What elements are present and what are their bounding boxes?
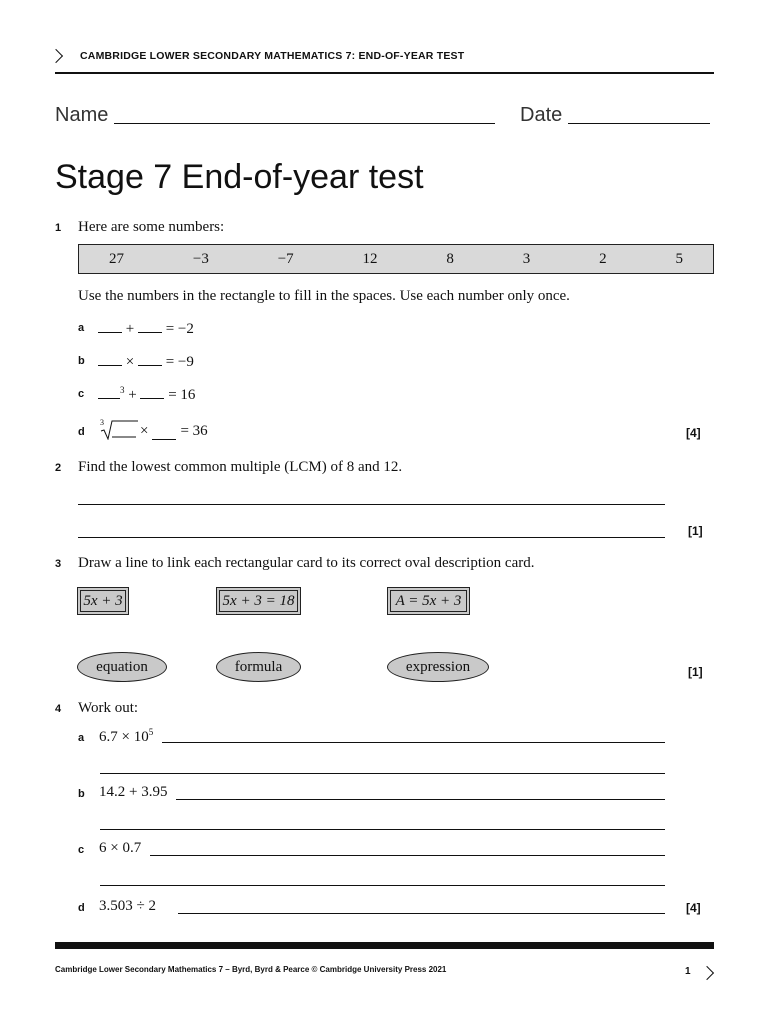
number-box <box>78 244 714 274</box>
q3-prompt: Draw a line to link each rectangular card to its correct oval description card. <box>78 555 535 571</box>
answer-line[interactable] <box>178 913 665 914</box>
q1d-expression <box>98 420 208 440</box>
q2-marks: [1] <box>688 524 703 538</box>
root-index: 3 <box>100 418 104 427</box>
footer-credit: Cambridge Lower Secondary Mathematics 7 – Byrd, Byrd & Pearce © Cambridge University Press 2021 <box>55 965 447 974</box>
q4b-label: b <box>78 788 85 800</box>
result: = −9 <box>165 354 194 370</box>
q4-marks: [4] <box>686 901 701 915</box>
result: = −2 <box>165 321 194 337</box>
number-item: 5 <box>675 250 683 267</box>
header-title: CAMBRIDGE LOWER SECONDARY MATHEMATICS 7: END-OF-YEAR TEST <box>80 50 465 62</box>
chevron-right-icon[interactable] <box>700 966 714 980</box>
number-item: 27 <box>109 250 124 267</box>
operator: × <box>140 423 149 439</box>
q4-prompt: Work out: <box>78 700 139 716</box>
exponent: 3 <box>120 385 125 395</box>
answer-blank[interactable] <box>138 318 162 333</box>
number-item: 2 <box>599 250 607 267</box>
result: = 16 <box>168 387 196 403</box>
q1-marks: [4] <box>686 426 701 440</box>
oval-text: expression <box>405 658 471 675</box>
answer-blank[interactable] <box>98 351 122 366</box>
date-label: Date <box>520 104 563 126</box>
number-item: 8 <box>446 250 454 267</box>
number-item: −3 <box>192 250 209 267</box>
exponent: 5 <box>148 727 154 737</box>
oval-text: formula <box>234 658 283 675</box>
q4d-expression: 3.503 ÷ 2 <box>99 898 156 914</box>
name-field[interactable] <box>114 123 495 124</box>
equation-card[interactable] <box>216 587 301 615</box>
oval-equation[interactable] <box>77 652 167 682</box>
answer-line[interactable] <box>100 773 665 774</box>
q1a-expression <box>98 318 194 338</box>
answer-blank[interactable] <box>140 384 164 399</box>
answer-blank[interactable] <box>152 425 176 440</box>
q1d-label: d <box>78 426 85 438</box>
q3-marks: [1] <box>688 665 703 679</box>
page-number: 1 <box>685 966 691 977</box>
answer-line[interactable] <box>150 855 665 856</box>
q1-instruction: Use the numbers in the rectangle to fill in the spaces. Use each number only once. <box>78 288 570 304</box>
square-root-icon <box>98 420 138 440</box>
q4d-label: d <box>78 902 85 914</box>
number-item: −7 <box>277 250 294 267</box>
oval-formula[interactable] <box>216 652 301 682</box>
chevron-right-icon <box>49 49 63 63</box>
q1-prompt: Here are some numbers: <box>78 219 225 235</box>
footer-rule <box>55 942 714 949</box>
answer-line[interactable] <box>78 537 665 538</box>
q2-prompt: Find the lowest common multiple (LCM) of 8 and 12. <box>78 459 403 475</box>
answer-line[interactable] <box>100 829 665 830</box>
operator: × <box>125 354 135 370</box>
operator: + <box>125 321 135 337</box>
answer-line[interactable] <box>100 885 665 886</box>
card-text: 5x + 3 = 18 <box>222 592 295 609</box>
q4a-expression <box>99 727 153 746</box>
q2-number: 2 <box>55 462 62 474</box>
answer-line[interactable] <box>78 504 665 505</box>
q4a-label: a <box>78 732 85 744</box>
answer-blank[interactable] <box>138 351 162 366</box>
result: = 36 <box>180 423 208 439</box>
number-item: 12 <box>362 250 378 267</box>
q4c-label: c <box>78 844 85 856</box>
q4c-expression: 6 × 0.7 <box>99 840 142 856</box>
q1b-expression <box>98 351 194 371</box>
answer-blank[interactable] <box>98 318 122 333</box>
q1b-label: b <box>78 355 85 367</box>
expression-text: 6.7 × 10 <box>99 729 149 745</box>
page-title: Stage 7 End-of-year test <box>55 158 424 196</box>
oval-text: equation <box>96 658 148 675</box>
name-label: Name <box>55 104 109 126</box>
formula-card[interactable] <box>387 587 470 615</box>
number-item: 3 <box>522 250 531 267</box>
q3-number: 3 <box>55 558 62 570</box>
answer-blank[interactable] <box>98 384 120 399</box>
q1-number: 1 <box>55 222 62 234</box>
answer-line[interactable] <box>162 742 665 743</box>
q4b-expression: 14.2 + 3.95 <box>99 784 168 800</box>
card-text: 5x + 3 <box>83 592 123 609</box>
q4-number: 4 <box>55 703 62 715</box>
q1c-label: c <box>78 388 85 400</box>
operator: + <box>128 387 137 403</box>
oval-expression[interactable] <box>387 652 489 682</box>
date-field[interactable] <box>568 123 710 124</box>
answer-line[interactable] <box>176 799 665 800</box>
header-rule <box>55 72 714 74</box>
q1a-label: a <box>78 322 85 334</box>
expression-card[interactable] <box>77 587 129 615</box>
card-text: A = 5x + 3 <box>395 592 462 609</box>
q1c-expression <box>98 384 195 404</box>
